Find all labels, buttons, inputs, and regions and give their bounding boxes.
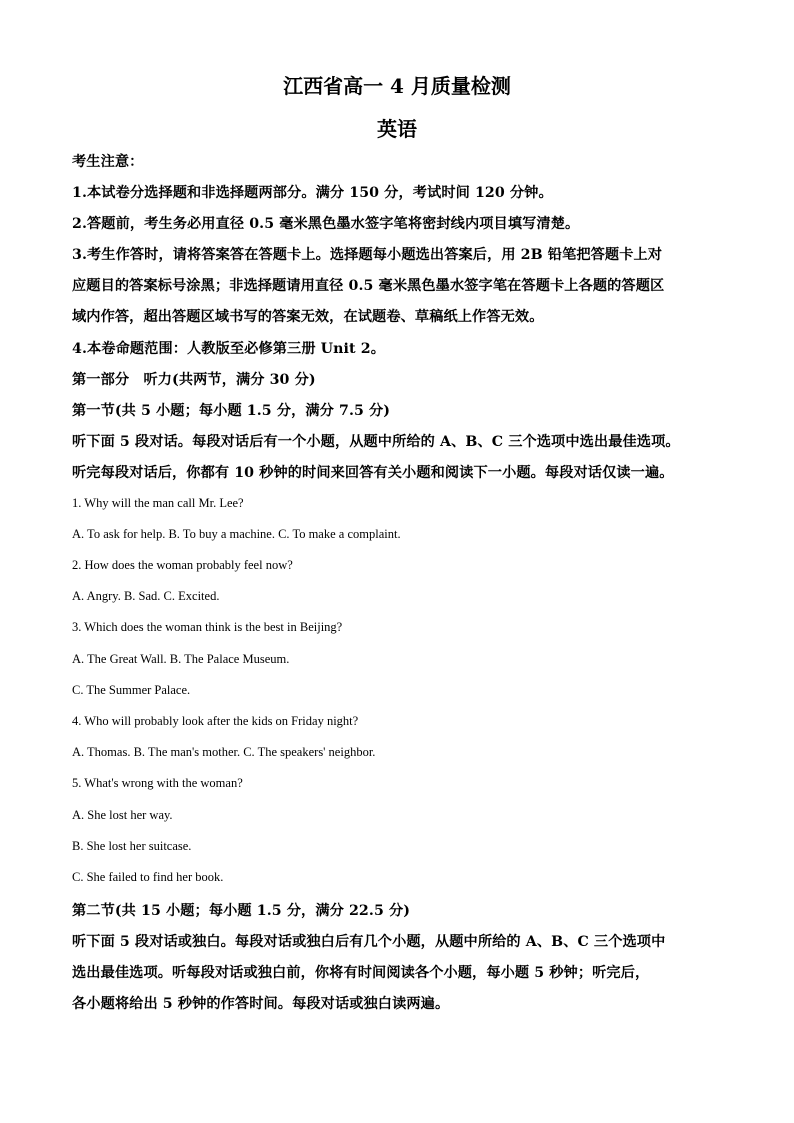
question-3-option-c: C. The Summer Palace. [72, 683, 191, 697]
exam-title: 江西省高一 4 月质量检测 [283, 74, 511, 98]
question-5-option-a: A. She lost her way. [72, 808, 173, 822]
notice-item-4: 4.本卷命题范围：人教版至必修第三册 Unit 2。 [72, 341, 385, 357]
notice-item-2: 2.答题前，考生务必用直径 0.5 毫米黑色墨水签字笔将密封线内项目填写清楚。 [72, 216, 580, 232]
notice-item-1: 1.本试卷分选择题和非选择题两部分。满分 150 分，考试时间 120 分钟。 [72, 185, 553, 201]
question-2-options: A. Angry. B. Sad. C. Excited. [72, 589, 220, 603]
section2-instruction-line-3: 各小题将给出 5 秒钟的作答时间。每段对话或独白读两遍。 [72, 996, 450, 1012]
question-2: 2. How does the woman probably feel now? [72, 558, 293, 572]
notice-heading: 考生注意： [72, 154, 144, 170]
part1-heading: 第一部分 听力(共两节，满分 30 分) [72, 372, 316, 388]
question-4-options: A. Thomas. B. The man's mother. C. The speakers' neighbor. [72, 745, 376, 759]
section2-instruction-line-2: 选出最佳选项。听每段对话或独白前，你将有时间阅读各个小题，每小题 5 秒钟；听完后， [72, 965, 650, 981]
question-4: 4. Who will probably look after the kids on Friday night? [72, 714, 359, 728]
question-3-options-ab: A. The Great Wall. B. The Palace Museum. [72, 652, 290, 666]
notice-item-3-line-3: 域内作答，超出答题区域书写的答案无效，在试题卷、草稿纸上作答无效。 [72, 309, 544, 325]
section1-heading: 第一节(共 5 小题；每小题 1.5 分，满分 7.5 分) [72, 403, 391, 419]
question-5: 5. What's wrong with the woman? [72, 776, 243, 790]
notice-item-3-line-2: 应题目的答案标号涂黑；非选择题请用直径 0.5 毫米黑色墨水签字笔在答题卡上各题的答题区 [72, 278, 665, 294]
section2-heading: 第二节(共 15 小题；每小题 1.5 分，满分 22.5 分) [72, 903, 411, 919]
question-5-option-c: C. She failed to find her book. [72, 870, 224, 884]
section2-instruction-line-1: 听下面 5 段对话或独白。每段对话或独白后有几个小题，从题中所给的 A、B、C 三个选项中 [72, 934, 666, 950]
question-1-options: A. To ask for help. B. To buy a machine. C. To make a complaint. [72, 527, 401, 541]
question-3: 3. Which does the woman think is the best in Beijing? [72, 620, 343, 634]
section1-instruction-line-2: 听完每段对话后，你都有 10 秒钟的时间来回答有关小题和阅读下一小题。每段对话仅读一遍。 [72, 465, 674, 481]
notice-item-3-line-1: 3.考生作答时，请将答案答在答题卡上。选择题每小题选出答案后，用 2B 铅笔把答题卡上对 [72, 247, 663, 263]
question-1: 1. Why will the man call Mr. Lee? [72, 496, 244, 510]
question-5-option-b: B. She lost her suitcase. [72, 839, 192, 853]
exam-subject: 英语 [377, 117, 417, 141]
section1-instruction-line-1: 听下面 5 段对话。每段对话后有一个小题，从题中所给的 A、B、C 三个选项中选出最佳选项。 [72, 434, 680, 450]
